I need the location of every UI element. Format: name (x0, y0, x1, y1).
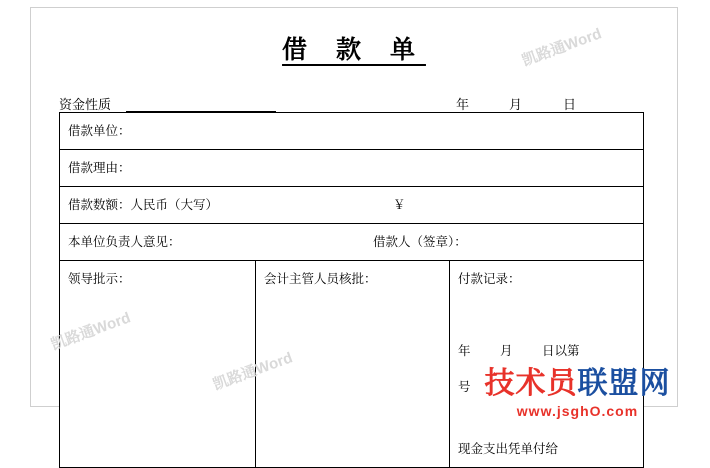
cell-accountant-approval-label: 会计主管人员核批： (264, 272, 377, 286)
row-unit-leader-opinion[interactable] (60, 224, 644, 261)
row-borrowing-reason[interactable] (60, 150, 644, 187)
date-month-label: 月 (509, 97, 523, 112)
cell-payment-record-label: 付款记录： (458, 272, 521, 286)
fund-nature-label: 资金性质 (59, 97, 112, 112)
cell-accountant-approval[interactable] (256, 261, 450, 468)
watermark: 凯路通Word (48, 309, 133, 354)
payment-day-label: 日以第 (542, 344, 580, 358)
row-borrowing-amount[interactable] (60, 187, 644, 224)
table-row (60, 224, 644, 261)
cell-leader-instruction-label: 领导批示： (68, 272, 131, 286)
table-row (60, 150, 644, 187)
table-row (60, 187, 644, 224)
page-title: 借 款 单 (282, 36, 426, 64)
site-logo-text (455, 368, 700, 400)
site-logo (455, 368, 700, 419)
row-borrowing-reason-label: 借款理由： (68, 161, 131, 175)
watermark: 凯路通Word (519, 25, 604, 70)
site-logo-text-blue: 联盟网 (577, 367, 671, 400)
row-borrowing-unit[interactable] (60, 113, 644, 150)
payment-month-label: 月 (500, 344, 513, 358)
currency-symbol: ￥ (393, 198, 406, 212)
date-day-label: 日 (563, 97, 577, 112)
cell-payment-record[interactable] (450, 261, 644, 468)
row-borrowing-unit-label: 借款单位： (68, 124, 131, 138)
payment-note: 现金支出凭单付给 (458, 442, 559, 456)
row-unit-leader-opinion-label: 本单位负责人意见： (68, 235, 181, 249)
table-row (60, 113, 644, 150)
borrower-signature-label: 借款人（签章）： (373, 235, 467, 249)
row-borrowing-amount-label: 借款数额：人民币（大写） (68, 198, 219, 212)
date-year-label: 年 (456, 97, 470, 112)
site-logo-url: www.jsghO.com (516, 403, 639, 419)
table-row (60, 261, 644, 468)
site-logo-text-red: 技术员 (484, 367, 578, 400)
payment-number-label: 号 (458, 380, 471, 394)
watermark: 凯路通Word (210, 349, 295, 394)
payment-year-label: 年 (458, 344, 471, 358)
cell-leader-instruction[interactable] (60, 261, 256, 468)
